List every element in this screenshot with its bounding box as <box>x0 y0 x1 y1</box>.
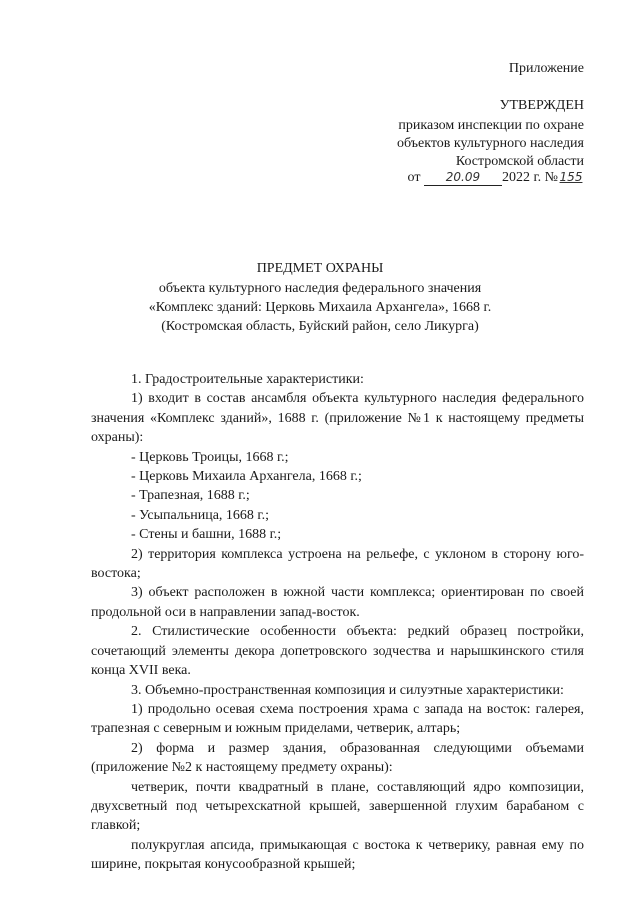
title-line-2: «Комплекс зданий: Церковь Михаила Архангела», 1668 г. <box>148 300 492 315</box>
list-item: - Усыпальница, 1668 г.; <box>131 507 269 523</box>
document-body <box>91 370 584 875</box>
order-line-1: приказом инспекции по охране <box>398 118 584 133</box>
order-line-2: объектов культурного наследия <box>396 136 584 151</box>
appendix-label: Приложение <box>508 61 584 76</box>
list-item: - Стены и башни, 1688 г.; <box>131 527 282 543</box>
paragraph-location: 3) объект расположен в южной части комплекса; ориентирован по своей продольной оси в направлении запад-восток. <box>91 585 584 620</box>
title-line-3: (Костромская область, Буйский район, село Ликурга) <box>161 319 479 334</box>
list-item: - Трапезная, 1688 г.; <box>131 488 250 504</box>
paragraph-ensemble: 1) входит в состав ансамбля объекта культурного наследия федерального значения «Комплекс зданий», 1688 г. (приложение №1 к настоящему предметы охраны): <box>91 391 584 446</box>
date-year-number-label: 2022 г. № <box>501 170 558 185</box>
title-line-1: объекта культурного наследия федерального значения <box>158 281 482 296</box>
paragraph-form-size: 2) форма и размер здания, образованная следующими объемами (приложение №2 к настоящему предмету охраны): <box>91 740 584 776</box>
paragraph-axial-scheme: 1) продольно осевая схема построения храма с запада на восток: галерея, трапезная с северным и южным приделами, четверик, алтарь; <box>91 701 584 737</box>
order-date-line <box>408 169 584 187</box>
date-prefix: от <box>407 170 421 185</box>
paragraph-territory: 2) территория комплекса устроена на рельефе, с уклоном в сторону юго-востока; <box>91 546 584 582</box>
handwritten-number: 155 <box>559 170 583 184</box>
paragraph-chetverik: четверик, почти квадратный в плане, составляющий ядро композиции, двухсветный под четырехскатной крышей, завершенной глухим барабаном с главкой; <box>91 779 584 834</box>
document-title: ПРЕДМЕТ ОХРАНЫ <box>256 261 384 276</box>
list-item: - Церковь Михаила Архангела, 1668 г.; <box>131 469 362 485</box>
section-2-style: 2. Стилистические особенности объекта: редкий образец постройки, сочетающий элементы декора допетровского зодчества и нарышкинского стиля конца XVII века. <box>91 624 584 679</box>
paragraph-apse: полукруглая апсида, примыкающая с востока к четверику, равная ему по ширине, покрытая конусообразной крышей; <box>91 837 584 873</box>
section-3-heading: 3. Объемно-пространственная композиция и силуэтные характеристики: <box>131 682 564 698</box>
approved-label: УТВЕРЖДЕН <box>499 98 584 113</box>
handwritten-date: 20.09 <box>424 169 502 186</box>
list-item: - Церковь Троицы, 1668 г.; <box>131 449 289 465</box>
section-1-heading: 1. Градостроительные характеристики: <box>131 372 364 387</box>
order-line-3: Костромской области <box>455 154 584 169</box>
